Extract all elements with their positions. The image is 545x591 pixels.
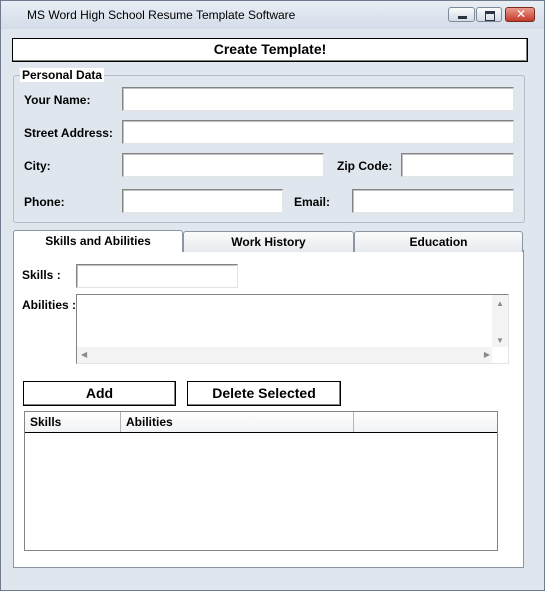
maximize-icon bbox=[485, 11, 495, 21]
abilities-label: Abilities : bbox=[22, 298, 77, 312]
personal-data-legend: Personal Data bbox=[22, 68, 103, 82]
close-icon: ✕ bbox=[515, 7, 527, 21]
phone-input[interactable] bbox=[122, 189, 283, 213]
column-header-abilities[interactable]: Abilities bbox=[121, 412, 354, 432]
list-header bbox=[25, 412, 497, 433]
email-label: Email: bbox=[294, 195, 331, 209]
skills-input[interactable] bbox=[76, 264, 238, 288]
maximize-button[interactable] bbox=[476, 7, 502, 22]
zip-code-input[interactable] bbox=[401, 153, 514, 177]
your-name-input[interactable] bbox=[122, 87, 514, 111]
email-input[interactable] bbox=[352, 189, 514, 213]
column-header-empty[interactable] bbox=[354, 412, 498, 432]
zip-code-label: Zip Code: bbox=[337, 159, 393, 173]
tab-education[interactable]: Education bbox=[354, 231, 523, 252]
street-address-label: Street Address: bbox=[24, 126, 113, 140]
right-arrow-icon[interactable]: ▶ bbox=[483, 350, 490, 359]
street-address-input[interactable] bbox=[122, 120, 514, 144]
skills-list-view[interactable] bbox=[24, 411, 498, 551]
city-input[interactable] bbox=[122, 153, 324, 177]
title-bar[interactable] bbox=[1, 1, 544, 29]
minimize-icon bbox=[458, 16, 467, 19]
vertical-scrollbar[interactable] bbox=[492, 295, 508, 347]
column-header-skills[interactable]: Skills bbox=[25, 412, 121, 432]
up-arrow-icon[interactable]: ▲ bbox=[496, 299, 504, 308]
your-name-label: Your Name: bbox=[24, 93, 91, 107]
city-label: City: bbox=[24, 159, 51, 173]
close-button[interactable] bbox=[505, 7, 535, 22]
left-arrow-icon[interactable]: ◀ bbox=[81, 350, 88, 359]
header-divider bbox=[25, 432, 497, 433]
tab-skills-and-abilities[interactable]: Skills and Abilities bbox=[13, 230, 183, 252]
tab-work-history[interactable]: Work History bbox=[183, 231, 354, 252]
minimize-button[interactable] bbox=[448, 7, 475, 22]
skills-label: Skills : bbox=[22, 268, 61, 282]
down-arrow-icon[interactable]: ▼ bbox=[496, 336, 504, 345]
create-template-button[interactable]: Create Template! bbox=[12, 38, 528, 62]
abilities-textarea[interactable] bbox=[76, 294, 509, 364]
horizontal-scrollbar[interactable] bbox=[77, 347, 492, 363]
delete-selected-button[interactable]: Delete Selected bbox=[187, 381, 341, 406]
phone-label: Phone: bbox=[24, 195, 65, 209]
add-button[interactable]: Add bbox=[23, 381, 176, 406]
window-title: MS Word High School Resume Template Software bbox=[27, 8, 296, 22]
